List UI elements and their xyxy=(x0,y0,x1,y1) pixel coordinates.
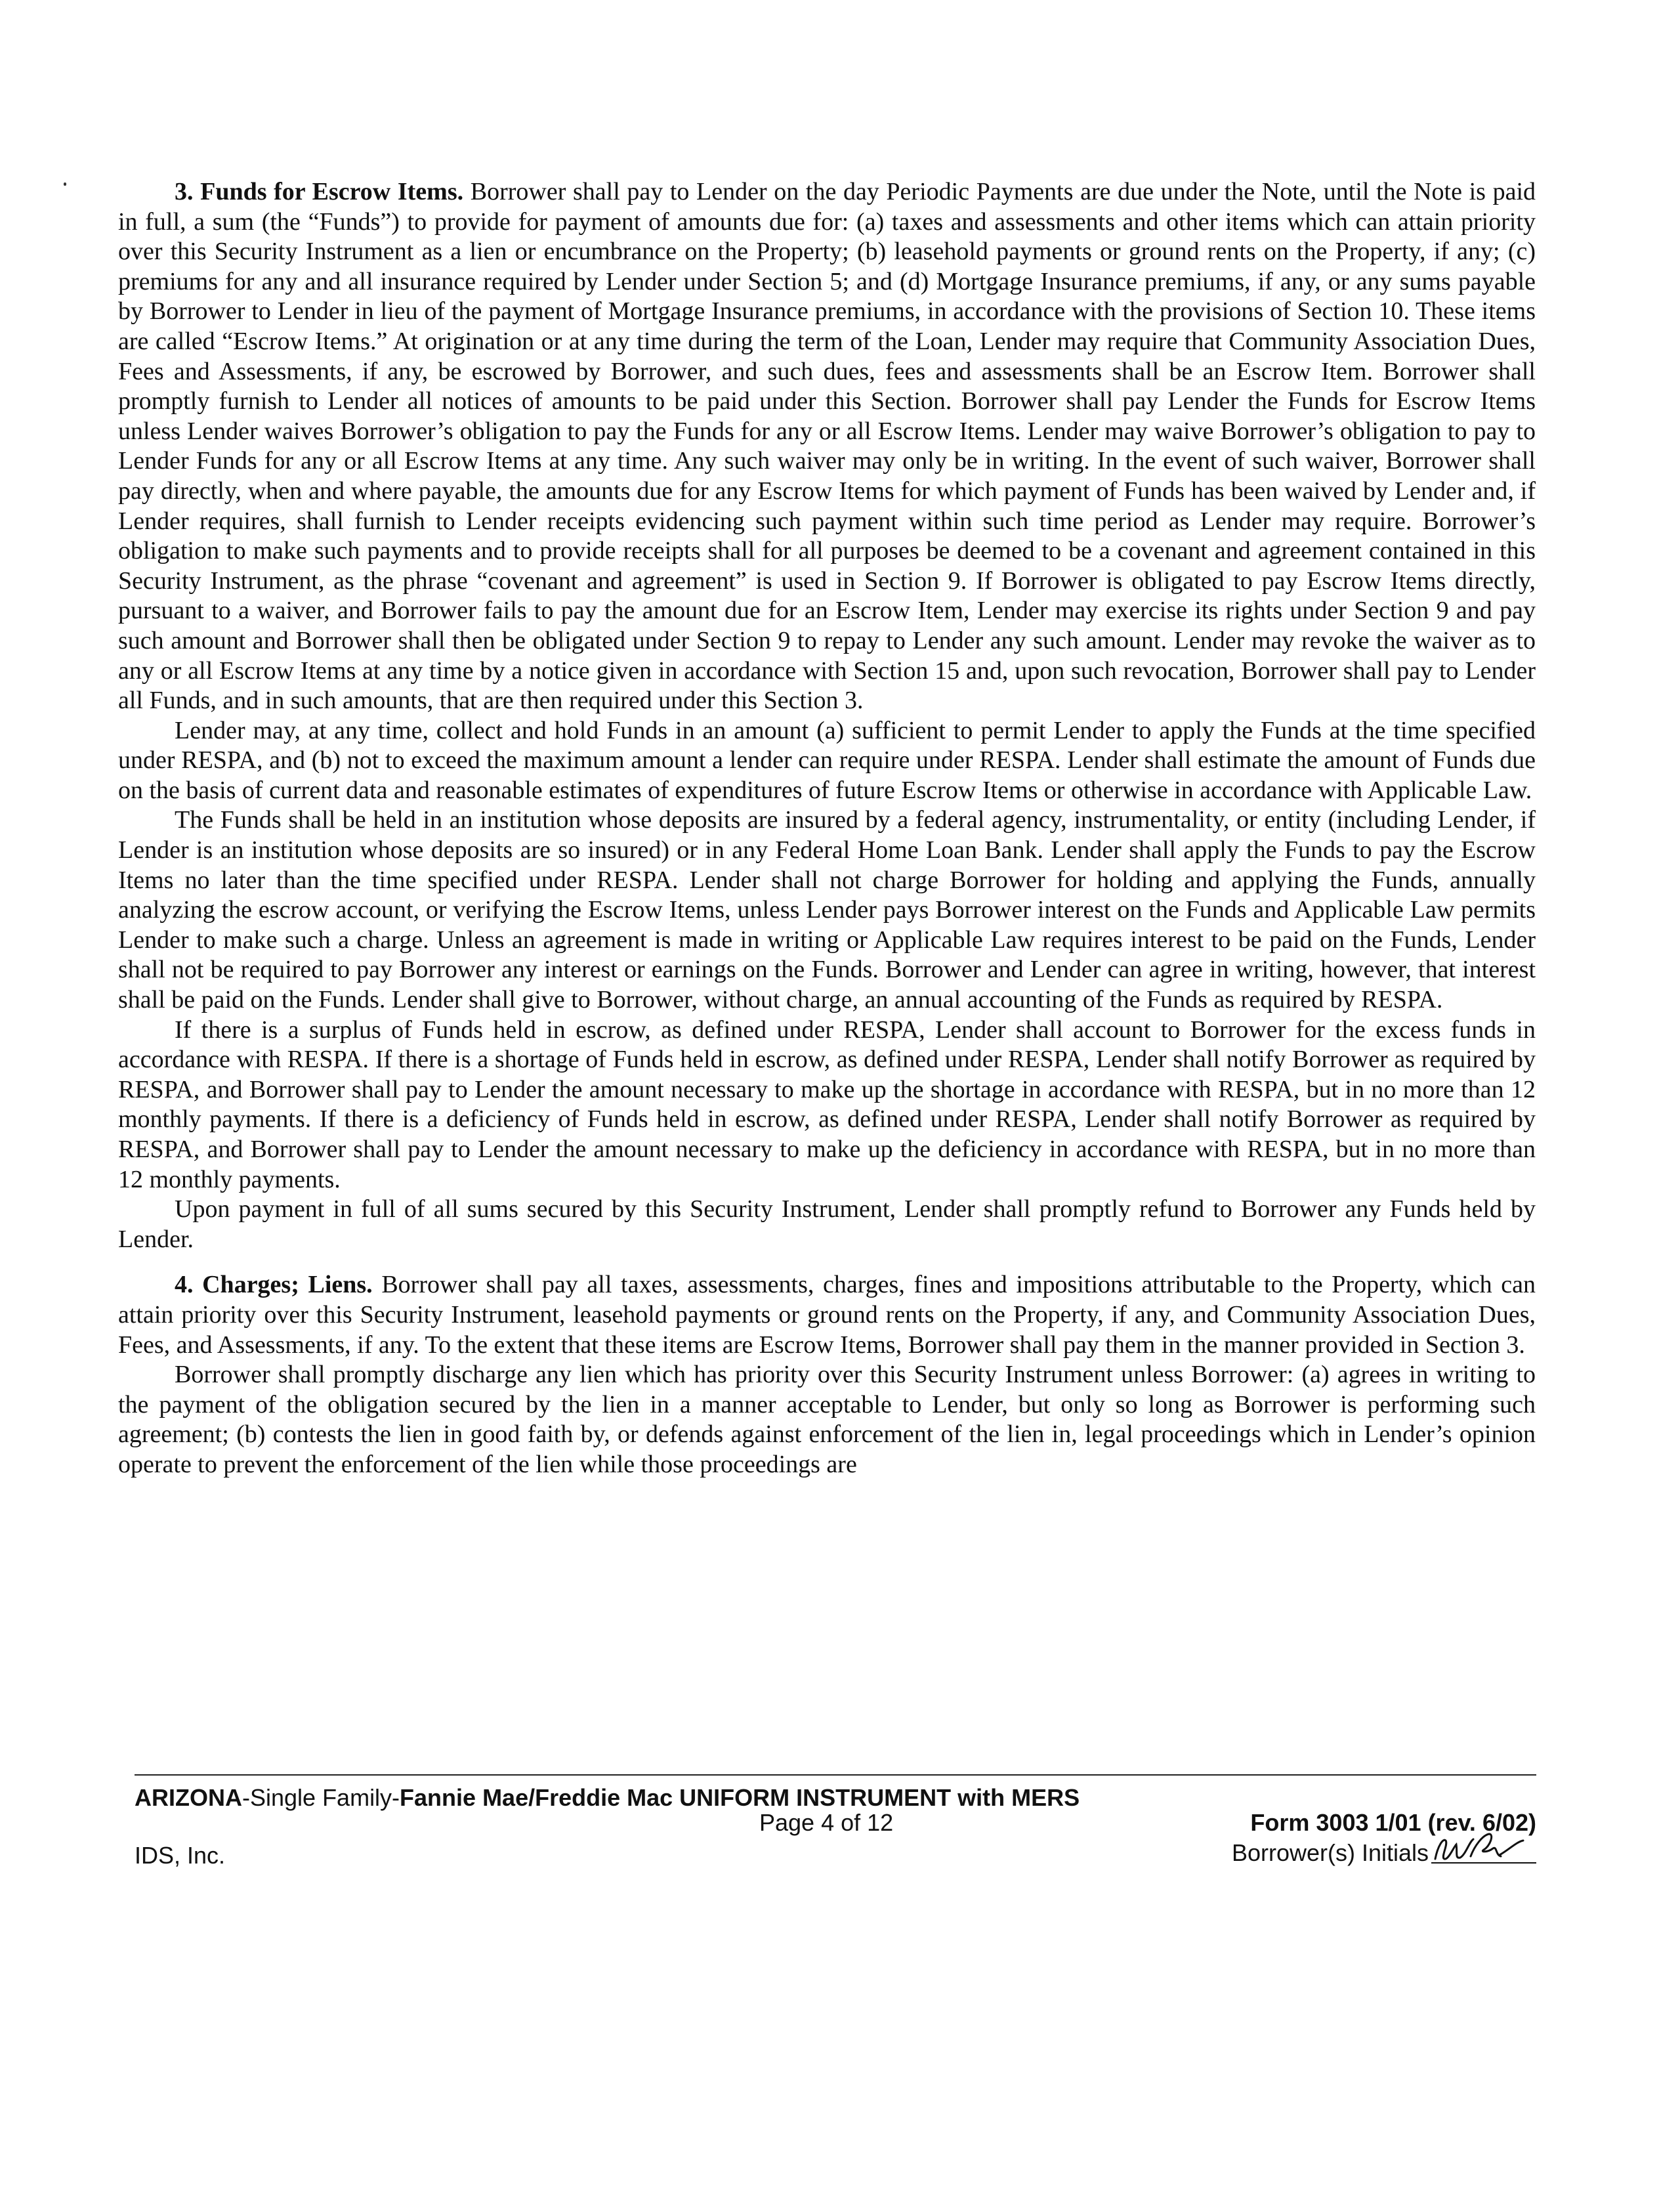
initials-signature-icon xyxy=(1431,1831,1536,1867)
scan-speck xyxy=(64,182,66,186)
section-3-paragraph-5: Upon payment in full of all sums secured by this Security Instrument, Lender shall promptly refund to Borrower any Funds held by Lender. xyxy=(118,1195,1536,1253)
footer-divider xyxy=(135,1774,1536,1776)
section-4-paragraph-1 xyxy=(118,1270,1536,1360)
document-body xyxy=(118,177,1536,1480)
borrower-initials xyxy=(1232,1834,1536,1867)
page-footer xyxy=(135,1784,1536,1876)
section-3-text-1: Borrower shall pay to Lender on the day Periodic Payments are due under the Note, until the Note is paid in full, a sum (the “Funds”) to provide for payment of amounts due for: (a) taxes and assessments and other items which can attain priority over this Security Instrument as a lien or encumbrance on the Property; (b) leasehold payments or ground rents on the Property, if any; (c) premiums for any and all insurance required by Lender under Section 5; and (d) Mortgage Insurance premiums, if any, or any sums payable by Borrower to Lender in lieu of the payment of Mortgage Insurance premiums, in accordance with the provisions of Section 10. These items are called “Escrow Items.” At origination or at any time during the term of the Loan, Lender may require that Community Association Dues, Fees and Assessments, if any, be escrowed by Borrower, and such dues, fees and assessments shall be an Escrow Item. Borrower shall promptly furnish to Lender all notices of amounts to be paid under this Section. Borrower shall pay Lender the Funds for Escrow Items unless Lender waives Borrower’s obligation to pay the Funds for any or all Escrow Items. Lender may waive Borrower’s obligation to pay to Lender Funds for any or all Escrow Items at any time. Any such waiver may only be in writing. In the event of such waiver, Borrower shall pay directly, when and where payable, the amounts due for any Escrow Items for which payment of Funds has been waived by Lender and, if Lender requires, shall furnish to Lender receipts evidencing such payment within such time period as Lender may require. Borrower’s obligation to make such payments and to provide receipts shall for all purposes be deemed to be a covenant and agreement contained in this Security Instrument, as the phrase “covenant and agreement” is used in Section 9. If Borrower is obligated to pay Escrow Items directly, pursuant to a waiver, and Borrower fails to pay the amount due for an Escrow Item, Lender may exercise its rights under Section 9 and pay such amount and Borrower shall then be obligated under Section 9 to repay to Lender any such amount. Lender may revoke the waiver as to any or all Escrow Items at any time by a notice given in accordance with Section 15 and, upon such revocation, Borrower shall pay to Lender all Funds, and in such amounts, that are then required under this Section 3. xyxy=(118,178,1536,715)
company-name: IDS, Inc. xyxy=(135,1842,226,1869)
page-number: Page 4 of 12 xyxy=(759,1809,894,1836)
handwritten-initials-icon xyxy=(1431,1826,1536,1867)
initials-label: Borrower(s) Initials xyxy=(1231,1839,1429,1866)
section-3-paragraph-3: The Funds shall be held in an institution whose deposits are insured by a federal agency, instrumentality, or entity (including Lender, if Lender is an institution whose deposits are so insured) or in any Federal Home Loan Bank. Lender shall apply the Funds to pay the Escrow Items no later than the time specified under RESPA. Lender shall not charge Borrower for holding and applying the Funds, annually analyzing the escrow account, or verifying the Escrow Items, unless Lender pays Borrower interest on the Funds and Applicable Law permits Lender to make such a charge. Unless an agreement is made in writing or Applicable Law requires interest to be paid on the Funds, Lender shall not be required to pay Borrower any interest or earnings on the Funds. Borrower and Lender can agree in writing, however, that interest shall be paid on the Funds. Lender shall give to Borrower, without charge, an annual accounting of the Funds as required by RESPA. xyxy=(118,806,1536,1014)
footer-property-type: -Single Family- xyxy=(242,1784,400,1811)
section-3-paragraph-2: Lender may, at any time, collect and hold Funds in an amount (a) sufficient to permit Lender to apply the Funds at the time specified under RESPA, and (b) not to exceed the maximum amount a lender can require under RESPA. Lender shall estimate the amount of Funds due on the basis of current data and reasonable estimates of expenditures of future Escrow Items or otherwise in accordance with Applicable Law. xyxy=(118,716,1536,804)
instrument-title xyxy=(135,1784,1080,1812)
section-4-text-1: Borrower shall pay all taxes, assessments, charges, fines and impositions attributable to the Property, which can attain priority over this Security Instrument, leasehold payments or ground rents on the Property, if any, and Community Association Dues, Fees, and Assessments, if any. To the extent that these items are Escrow Items, Borrower shall pay them in the manner provided in Section 3. xyxy=(118,1271,1536,1359)
section-3-paragraph-1 xyxy=(118,177,1536,716)
footer-state: ARIZONA xyxy=(135,1784,242,1811)
section-3-heading: 3. Funds for Escrow Items. xyxy=(175,178,464,205)
form-number: Form 3003 1/01 (rev. 6/02) xyxy=(1250,1809,1536,1836)
section-4-paragraph-2: Borrower shall promptly discharge any lien which has priority over this Security Instrument unless Borrower: (a) agrees in writing to the payment of the obligation secured by the lien in a manner acceptable to Lender, but only so long as Borrower is performing such agreement; (b) contests the lien in good faith by, or defends against enforcement of the lien in, legal proceedings which in Lender’s opinion operate to prevent the enforcement of the lien while those proceedings are xyxy=(118,1361,1536,1478)
section-3-paragraph-4: If there is a surplus of Funds held in escrow, as defined under RESPA, Lender shall account to Borrower for the excess funds in accordance with RESPA. If there is a shortage of Funds held in escrow, as defined under RESPA, Lender shall notify Borrower as required by RESPA, and Borrower shall pay to Lender the amount necessary to make up the shortage in accordance with RESPA, but in no more than 12 monthly payments. If there is a deficiency of Funds held in escrow, as defined under RESPA, Lender shall notify Borrower as required by RESPA, and Borrower shall pay to Lender the amount necessary to make up the deficiency in accordance with RESPA, but in no more than 12 monthly payments. xyxy=(118,1015,1536,1193)
section-4-heading: 4. Charges; Liens. xyxy=(175,1271,373,1299)
footer-instrument: Fannie Mae/Freddie Mac UNIFORM INSTRUMENT with MERS xyxy=(400,1784,1080,1811)
